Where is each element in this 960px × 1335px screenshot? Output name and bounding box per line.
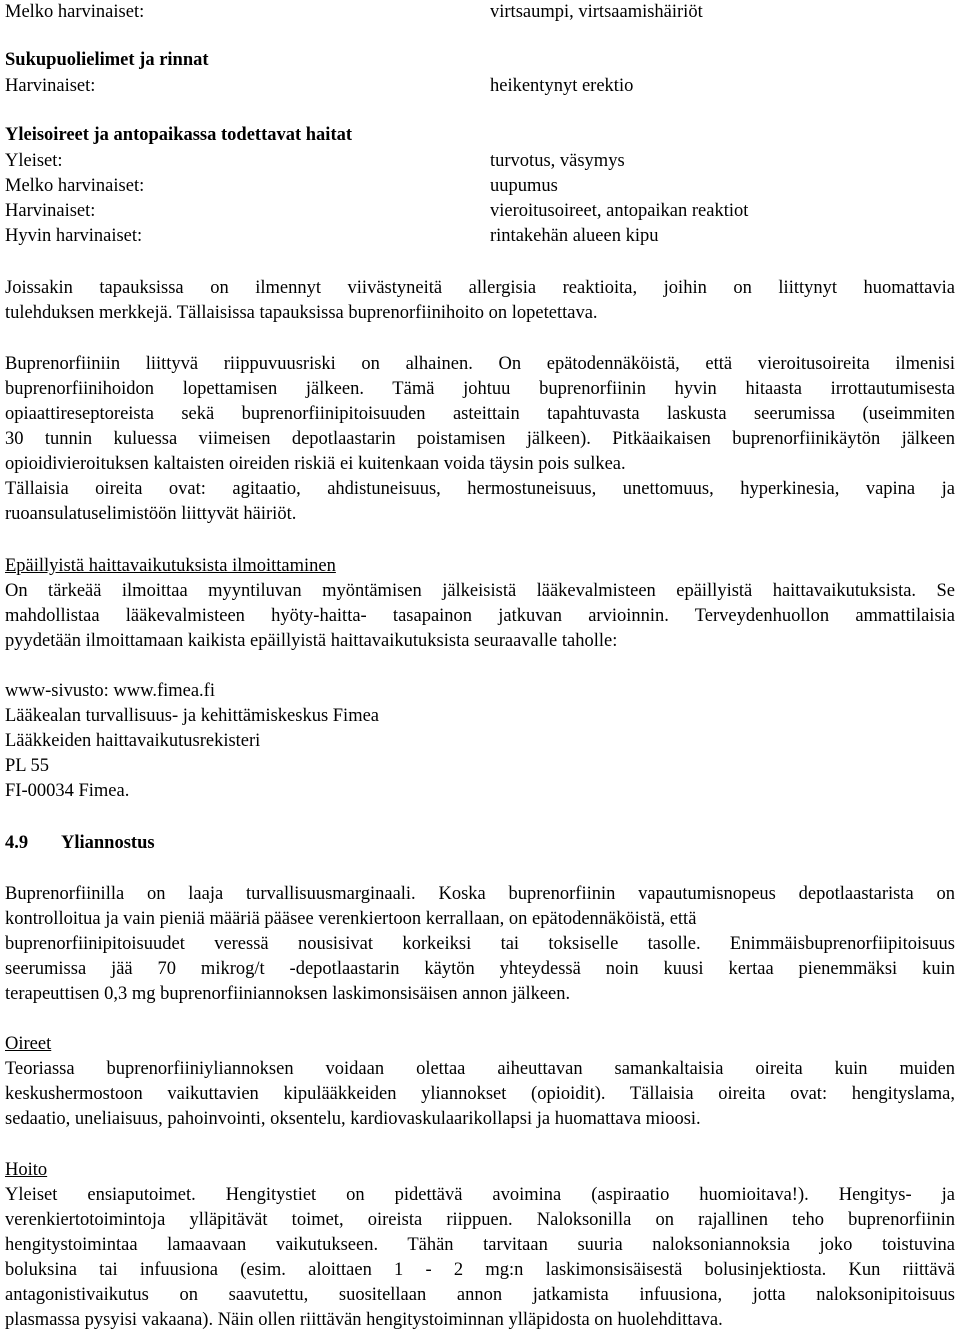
text-line: buprenorfiinihoidon lopettamisen jälkeen. Tämä johtuu buprenorfiinin hyvin hitaasta irrottautumisesta bbox=[5, 379, 955, 399]
text-line: 30 tunnin kuluessa viimeisen depotlaastarin poistamisen jälkeen). Pitkäaikaisen buprenorfiinikäytön jälkeen bbox=[5, 429, 955, 449]
text-line: Tällaisia oireita ovat: agitaatio, ahdistuneisuus, hermostuneisuus, unettomuus, hyperkinesia, vapina ja bbox=[5, 479, 955, 499]
reporting-section bbox=[5, 554, 955, 654]
frequency-label: Melko harvinaiset: bbox=[5, 176, 145, 196]
text-line: sedaatio, uneliaisuus, pahoinvointi, oksentelu, kardiovaskulaarikollapsi ja huomattava mioosi. bbox=[5, 1109, 701, 1129]
paragraph-allergic bbox=[5, 276, 955, 326]
text-line: tulehduksen merkkejä. Tällaisissa tapauksissa buprenorfiinihoito on lopetettava. bbox=[5, 303, 598, 323]
address-block bbox=[5, 679, 955, 804]
text-line: plasmassa pysyisi vakaana). Näin ollen riittävän hengitystoiminnan ylläpidosta on huolehdittava. bbox=[5, 1310, 723, 1330]
effect-value: uupumus bbox=[490, 176, 558, 196]
treatment-heading: Hoito bbox=[5, 1160, 48, 1180]
text-line: Buprenorfiinilla on laaja turvallisuusmarginaali. Koska buprenorfiinin vapautumisnopeus depotlaastarista on bbox=[5, 884, 955, 904]
effect-value: rintakehän alueen kipu bbox=[490, 226, 659, 246]
section-title bbox=[5, 48, 955, 73]
table-row bbox=[5, 174, 955, 199]
frequency-label: Harvinaiset: bbox=[5, 76, 96, 96]
text-line: opioidivieroituksen kaltaisten oireiden riskiä ei kuitenkaan voida täysin pois sulkea. bbox=[5, 454, 626, 474]
treatment-section bbox=[5, 1158, 955, 1333]
symptoms-section bbox=[5, 1032, 955, 1132]
table-row bbox=[5, 0, 955, 25]
address-line: Lääkealan turvallisuus- ja kehittämiskeskus Fimea bbox=[5, 706, 380, 726]
organ-class-title: Sukupuolielimet ja rinnat bbox=[5, 50, 209, 70]
text-line: terapeuttisen 0,3 mg buprenorfiiniannoksen laskimonsisäisen annon jälkeen. bbox=[5, 984, 571, 1004]
section-number: 4.9 bbox=[5, 833, 29, 853]
table-row bbox=[5, 74, 955, 99]
text-line: buprenorfiinipitoisuudet veressä nousisivat korkeiksi tai toksiselle tasolle. Enimmäisbuprenorfiipitoisuus bbox=[5, 934, 955, 954]
effect-value: heikentynyt erektio bbox=[490, 76, 634, 96]
frequency-label: Yleiset: bbox=[5, 151, 63, 171]
text-line: boluksina tai infuusiona (esim. aloittaen 1 - 2 mg:n laskimonsisäisestä bolusinjektiosta. Kun riittävä bbox=[5, 1260, 955, 1280]
frequency-label: Hyvin harvinaiset: bbox=[5, 226, 143, 246]
organ-class-title: Yleisoireet ja antopaikassa todettavat haitat bbox=[5, 125, 353, 145]
text-line: verenkiertotoimintoja ylläpitävät toimet, oireista riippuen. Naloksonilla on rajallinen teho buprenorfiinin bbox=[5, 1210, 955, 1230]
text-line: Joissakin tapauksissa on ilmennyt viivästyneitä allergisia reaktioita, joihin on liittynyt huomattavia bbox=[5, 278, 955, 298]
section-title bbox=[5, 123, 955, 148]
text-line: hengitystoimintaa lamaavaan vaikutukseen. Tähän tarvitaan suuria naloksoniannoksia joko toistuvina bbox=[5, 1235, 955, 1255]
table-row bbox=[5, 199, 955, 224]
effect-value: vieroitusoireet, antopaikan reaktiot bbox=[490, 201, 749, 221]
text-line: Yleiset ensiaputoimet. Hengitystiet on pidettävä avoimina (aspiraatio huomioitava!). Hengitys- ja bbox=[5, 1185, 955, 1205]
paragraph-dependence bbox=[5, 352, 955, 527]
section-heading-4-9 bbox=[5, 831, 955, 856]
effect-value: turvotus, väsymys bbox=[490, 151, 625, 171]
text-line: Teoriassa buprenorfiiniyliannoksen voidaan olettaa aiheuttavan samankaltaisia oireita kuin muiden bbox=[5, 1059, 955, 1079]
text-line: mahdollistaa lääkevalmisteen hyöty-haitta- tasapainon jatkuvan arvioinnin. Terveydenhuollon ammattilaisia bbox=[5, 606, 955, 626]
section-title: Yliannostus bbox=[61, 833, 155, 853]
reporting-heading: Epäillyistä haittavaikutuksista ilmoittaminen bbox=[5, 556, 336, 576]
text-line: ruoansulatuselimistöön liittyvät häiriöt. bbox=[5, 504, 297, 524]
table-row bbox=[5, 149, 955, 174]
text-line: Buprenorfiiniin liittyvä riippuvuusriski on alhainen. On epätodennäköistä, että vieroitusoireita ilmenisi bbox=[5, 354, 955, 374]
symptoms-heading: Oireet bbox=[5, 1034, 52, 1054]
text-line: opiaattireseptoreista sekä buprenorfiinipitoisuuden asteittain tapahtuvasta laskusta seerumissa (useimmiten bbox=[5, 404, 955, 424]
website-line: www-sivusto: www.fimea.fi bbox=[5, 681, 215, 701]
overdose-paragraph bbox=[5, 882, 955, 1007]
text-line: kontrolloitua ja vain pieniä määriä pääsee verenkiertoon kerrallaan, on epätodennäköistä, että bbox=[5, 909, 697, 929]
text-line: keskushermostoon vaikuttavien kipulääkkeiden yliannokset (opioidit). Tällaisia oireita ovat: hengityslama, bbox=[5, 1084, 955, 1104]
text-line: On tärkeää ilmoittaa myyntiluvan myöntämisen jälkeisistä lääkevalmisteen epäillyistä haittavaikutuksista. Se bbox=[5, 581, 955, 601]
address-line: FI-00034 Fimea. bbox=[5, 781, 130, 801]
table-row bbox=[5, 224, 955, 249]
text-line: seerumissa jää 70 mikrog/t -depotlaastarin käytön yhteydessä noin kuusi kertaa pienemmäksi kuin bbox=[5, 959, 955, 979]
address-line: Lääkkeiden haittavaikutusrekisteri bbox=[5, 731, 261, 751]
address-line: PL 55 bbox=[5, 756, 50, 776]
text-line: pyydetään ilmoittamaan kaikista epäillyistä haittavaikutuksista seuraavalle taholle: bbox=[5, 631, 618, 651]
effect-value: virtsaumpi, virtsaamishäiriöt bbox=[490, 2, 703, 22]
frequency-label: Harvinaiset: bbox=[5, 201, 96, 221]
frequency-label: Melko harvinaiset: bbox=[5, 2, 145, 22]
text-line: antagonistivaikutus on saavutettu, suositellaan annon jatkamista infuusiona, jotta naloksonipitoisuus bbox=[5, 1285, 955, 1305]
